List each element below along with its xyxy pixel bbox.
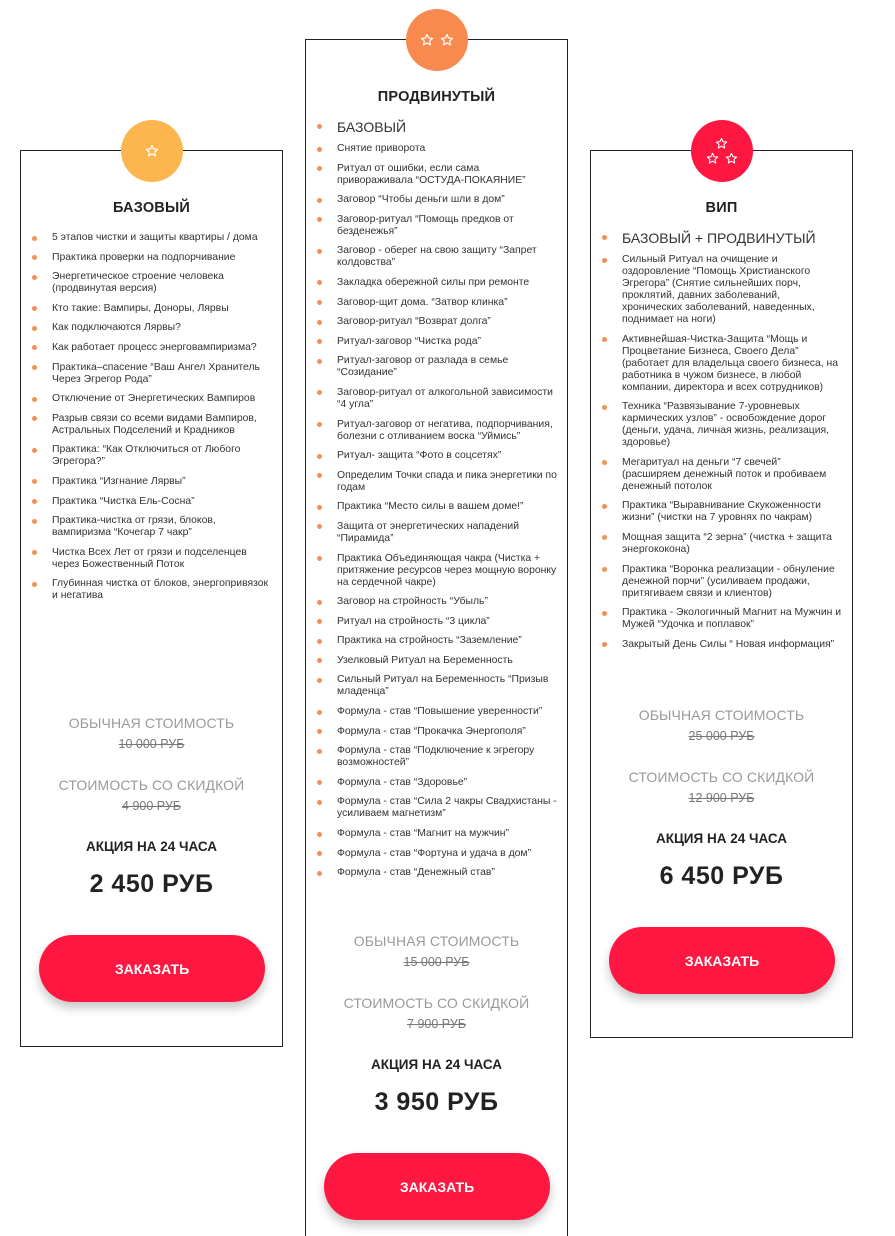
feature-item: Практика: “Как Отключиться от Любого Эгрегора?”	[29, 444, 272, 468]
feature-item: Заговор-ритуал “Возврат долга”	[314, 316, 557, 328]
price-block	[21, 715, 282, 899]
discount-price: 4 900 РУБ	[122, 799, 181, 813]
plan-title: ПРОДВИНУТЫЙ	[377, 89, 496, 105]
plan-badge	[406, 9, 468, 71]
price-block	[591, 707, 852, 891]
feature-item: Формула - став “Магнит на мужчин”	[314, 828, 557, 840]
feature-item: Закладка обережной силы при ремонте	[314, 277, 557, 289]
feature-item: Формула - став “Здоровье”	[314, 777, 557, 789]
promo-label: АКЦИЯ НА 24 ЧАСА	[85, 839, 218, 854]
feature-item: Заговор на стройность “Убыль”	[314, 596, 557, 608]
star-outline-icon	[420, 33, 434, 47]
feature-item: Глубинная чистка от блоков, энергопривязок и негатива	[29, 578, 272, 602]
feature-item: Формула - став “Подключение к эгрегору возможностей”	[314, 745, 557, 769]
feature-item: Формула - став “Денежный став”	[314, 867, 557, 879]
feature-item: Практика “Место силы в вашем доме!”	[314, 501, 557, 513]
plan-badge	[121, 120, 183, 182]
feature-item: 5 этапов чистки и защиты квартиры / дома	[29, 232, 272, 244]
feature-item: Сильный Ритуал на очищение и оздоровление “Помощь Христианского Эгрегора” (Снятие сильнейших порч, проклятий, давних заболеваний, хронических заболеваний, наведенных, поднимает на ноги)	[599, 254, 842, 326]
regular-price-label: ОБЫЧНАЯ СТОИМОСТЬ	[68, 715, 235, 731]
feature-item: Сильный Ритуал на Беременность “Призыв младенца”	[314, 674, 557, 698]
feature-item: Практика “Изгнание Лярвы”	[29, 476, 272, 488]
pricing-card-basic	[20, 150, 283, 1047]
feature-item: Практика проверки на подпорчивание	[29, 252, 272, 264]
promo-price: 2 450 РУБ	[89, 870, 214, 898]
feature-item: Техника “Развязывание 7-уровневых кармических узлов” - освобождение дорог (деньги, удача, личная жизнь, реализация, здоровье)	[599, 401, 842, 449]
feature-item: Заговор - оберег на свою защиту “Запрет колдовства”	[314, 245, 557, 269]
feature-item: Практика на стройность “Заземление”	[314, 635, 557, 647]
feature-item: Практика Объединяющая чакра (Чистка + притяжение ресурсов через мощную воронку на сердечной чакре)	[314, 553, 557, 589]
feature-item: Формула - став “Фортуна и удача в дом”	[314, 848, 557, 860]
feature-item: Энергетическое строение человека (продвинутая версия)	[29, 271, 272, 295]
star-outline-icon	[715, 137, 728, 150]
feature-item: Как подключаются Лярвы?	[29, 322, 272, 334]
feature-item: Формула - став “Прокачка Энергополя”	[314, 726, 557, 738]
promo-price: 3 950 РУБ	[374, 1088, 499, 1116]
feature-lead-item: БАЗОВЫЙ + ПРОДВИНУТЫЙ	[599, 230, 842, 246]
feature-item: Заговор “Чтобы деньги шли в дом”	[314, 194, 557, 206]
star-outline-icon	[145, 144, 159, 158]
feature-item: Ритуал- защита “Фото в соцсетях”	[314, 450, 557, 462]
promo-label: АКЦИЯ НА 24 ЧАСА	[370, 1057, 503, 1072]
star-outline-icon	[706, 152, 719, 165]
feature-item: Заговор-ритуал “Помощь предков от безденежья”	[314, 214, 557, 238]
regular-price: 25 000 РУБ	[688, 729, 755, 743]
regular-price: 10 000 РУБ	[118, 737, 185, 751]
regular-price: 15 000 РУБ	[403, 955, 470, 969]
feature-item: Заговор-щит дома. “Затвор клинка”	[314, 297, 557, 309]
feature-item: Разрыв связи со всеми видами Вампиров, Астральных Подселений и Крадников	[29, 413, 272, 437]
feature-item: Практика–спасение “Ваш Ангел Хранитель Через Эгрегор Рода”	[29, 362, 272, 386]
feature-item: Узелковый Ритуал на Беременность	[314, 655, 557, 667]
feature-item: Практика - Экологичный Магнит на Мужчин и Мужей “Удочка и поплавок”	[599, 607, 842, 631]
feature-item: Мощная защита “2 зерна” (чистка + защита энергококона)	[599, 532, 842, 556]
feature-item: Отключение от Энергетических Вампиров	[29, 393, 272, 405]
feature-item: Кто такие: Вампиры, Доноры, Лярвы	[29, 303, 272, 315]
promo-price: 6 450 РУБ	[659, 862, 784, 890]
pricing-card-advanced	[305, 39, 568, 1236]
regular-price-label: ОБЫЧНАЯ СТОИМОСТЬ	[638, 707, 805, 723]
feature-item: Снятие приворота	[314, 143, 557, 155]
feature-item: Формула - став “Сила 2 чакры Свадхистаны - усиливаем магнетизм”	[314, 796, 557, 820]
order-button[interactable]: ЗАКАЗАТЬ	[609, 927, 835, 994]
discount-price-label: СТОИМОСТЬ СО СКИДКОЙ	[343, 995, 530, 1011]
feature-item: Ритуал-заговор “Чистка рода”	[314, 336, 557, 348]
order-button[interactable]: ЗАКАЗАТЬ	[324, 1153, 550, 1220]
pricing-card-vip	[590, 150, 853, 1038]
feature-item: Определим Точки спада и пика энергетики по годам	[314, 470, 557, 494]
feature-list	[29, 232, 272, 610]
feature-list	[599, 230, 842, 658]
feature-item: Заговор-ритуал от алкогольной зависимости “4 угла”	[314, 387, 557, 411]
feature-item: Ритуал на стройность “3 цикла”	[314, 616, 557, 628]
price-block	[306, 933, 567, 1117]
feature-item: Практика “Чистка Ель-Сосна”	[29, 496, 272, 508]
feature-item: Практика “Воронка реализации - обнуление денежной порчи” (усиливаем продажи, притягиваем связи и клиентов)	[599, 564, 842, 600]
feature-item: Формула - став “Повышение уверенности”	[314, 706, 557, 718]
plan-badge	[691, 120, 753, 182]
feature-item: Ритуал-заговор от негатива, подпорчивания, болезни с отливанием воска “Уймись”	[314, 419, 557, 443]
feature-item: Практика “Выравнивание Скукоженности жизни” (чистки на 7 уровнях по чакрам)	[599, 500, 842, 524]
feature-item: Активнейшая-Чистка-Защита “Мощь и Процветание Бизнеса, Своего Дела” (работает для владельца своего бизнеса, на работника в чужом бизнесе, в любой компании, директора и всех сотрудников)	[599, 334, 842, 394]
order-button[interactable]: ЗАКАЗАТЬ	[39, 935, 265, 1002]
feature-lead-item: БАЗОВЫЙ	[314, 119, 557, 135]
discount-price: 7 900 РУБ	[407, 1017, 466, 1031]
feature-item: Мегаритуал на деньги “7 свечей” (расширяем денежный поток и пробиваем денежный потолок	[599, 457, 842, 493]
feature-item: Как работает процесс энерговампиризма?	[29, 342, 272, 354]
feature-item: Закрытый День Силы “ Новая информация”	[599, 639, 842, 651]
discount-price: 12 900 РУБ	[688, 791, 755, 805]
star-outline-icon	[440, 33, 454, 47]
plan-title: ВИП	[705, 200, 738, 216]
regular-price-label: ОБЫЧНАЯ СТОИМОСТЬ	[353, 933, 520, 949]
feature-item: Практика-чистка от грязи, блоков, вампиризма “Кочегар 7 чакр”	[29, 515, 272, 539]
feature-item: Ритуал от ошибки, если сама привораживала “ОСТУДА-ПОКАЯНИЕ”	[314, 163, 557, 187]
plan-title: БАЗОВЫЙ	[112, 200, 190, 216]
feature-list	[314, 119, 557, 887]
star-outline-icon	[725, 152, 738, 165]
feature-item: Защита от энергетических нападений “Пирамида”	[314, 521, 557, 545]
feature-item: Чистка Всех Лет от грязи и подселенцев через Божественный Поток	[29, 547, 272, 571]
discount-price-label: СТОИМОСТЬ СО СКИДКОЙ	[58, 777, 245, 793]
discount-price-label: СТОИМОСТЬ СО СКИДКОЙ	[628, 769, 815, 785]
promo-label: АКЦИЯ НА 24 ЧАСА	[655, 831, 788, 846]
feature-item: Ритуал-заговор от разлада в семье “Созидание”	[314, 355, 557, 379]
